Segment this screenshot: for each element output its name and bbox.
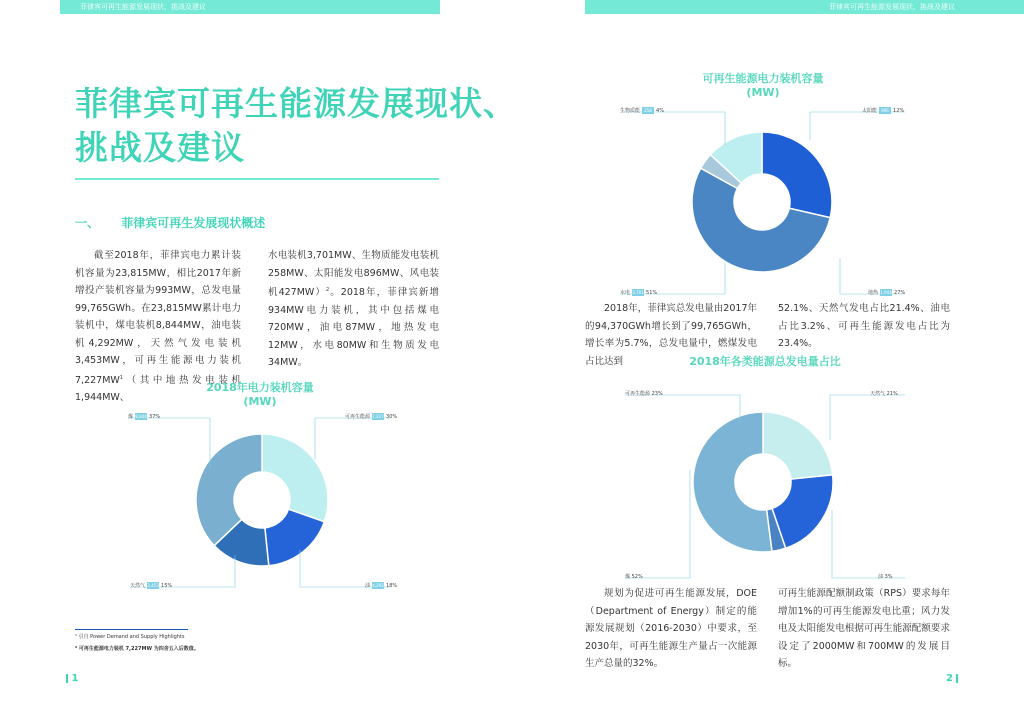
page-number-left — [66, 673, 78, 684]
label-pct: 12% — [893, 108, 905, 114]
label-value: 896 — [879, 107, 891, 114]
label-value: 4,292 — [372, 583, 384, 588]
page-number-bar — [956, 674, 958, 683]
label-value: 1,944 — [880, 290, 892, 295]
footnote-divider — [75, 629, 188, 630]
left-header-text: 菲律宾可再生能源发展现状、挑战及建议 — [80, 3, 206, 11]
chart2-label-hydro — [620, 289, 657, 298]
chart2-label-solar — [862, 107, 904, 116]
label-pct: 3% — [884, 574, 893, 580]
page-title-line2: 挑战及建议 — [75, 128, 245, 167]
page-number-text: 1 — [71, 673, 79, 684]
label-pct: 21% — [886, 391, 898, 397]
chart3-leader-line-1 — [830, 395, 905, 440]
label-name: 太阳能 — [862, 108, 878, 114]
section-title: 菲律宾可再生发展现状概述 — [121, 216, 266, 230]
footnote-ref: 1 — [119, 374, 123, 381]
label-name: 可再生能源 — [345, 414, 371, 420]
page-title-line1: 菲律宾可再生能源发展现状、 — [75, 84, 517, 123]
chart2-title-text: 可再生能源电力装机容量 — [702, 72, 824, 85]
label-name: 水电 — [620, 290, 631, 296]
label-pct: 18% — [386, 583, 398, 589]
chart3-label-coal — [625, 573, 643, 582]
paragraph-right-bottom-col1: 规划为促进可再生能源发展，DOE（Department of Energy）制定的能源发展规划（2016-2030）中要求，至2030年，可再生能源生产量占一次能源生产总量的32%。 — [585, 588, 757, 669]
chart3-slice-3 — [693, 412, 772, 552]
chart3-label-gas — [870, 390, 898, 399]
page-number-right — [946, 673, 958, 684]
paragraph-text: 截至2018年，菲律宾电力累计装机容量为23,815MW，相比2017年新增投产装机容量为993MW，总发电量99,765GWh。在23,815MW累计电力装机中，煤电装机8,844MW，油电装机4,292MW，天然气发电装机3,453MW，可再生能源电力装机7,227MW — [75, 250, 241, 386]
paragraph-right-top-col1: 2018年，菲律宾总发电量由2017年的94,370GWh增长到了99,765GWh，增长率为5.7%，总发电量中，燃煤发电占比达到 — [585, 303, 757, 367]
label-name: 生物质能 — [620, 108, 641, 114]
chart3-title-text: 2018年各类能源总发电量占比 — [689, 355, 841, 368]
paragraph-text: 水电装机3,701MW、生物质能发电装机258MW、太阳能发电896MW、风电装机427MW） — [268, 250, 439, 299]
label-value: 258 — [642, 107, 654, 114]
chart1-label-coal — [128, 413, 160, 422]
label-pct: 15% — [161, 583, 173, 589]
chart1-unit: (MW) — [243, 395, 277, 408]
chart1-label-renewable — [345, 413, 397, 422]
section-number: 一、 — [75, 216, 100, 230]
footnote-ref: 2 — [325, 287, 330, 293]
label-pct: 23% — [651, 391, 663, 397]
label-value: 8,844 — [135, 414, 147, 419]
chart2-label-geothermal — [868, 289, 905, 298]
label-name: 天然气 — [870, 391, 886, 397]
label-pct: 52% — [631, 574, 643, 580]
page-number-text: 2 — [946, 673, 953, 684]
paragraph-text: 。2018年，菲律宾新增934MW电力装机，其中包括煤电720MW，油电87MW，地热发电12MW，水电80MW和生物质发电34MW。 — [268, 287, 439, 369]
paragraph-right-top-col2: 52.1%、天然气发电占比21.4%、油电占比3.2%、可再生能源发电占比为23.4%。 — [778, 303, 950, 349]
label-name: 油 — [365, 583, 371, 589]
label-pct: 27% — [894, 290, 906, 296]
label-value: 7,227 — [372, 414, 384, 419]
label-value: 3,453 — [147, 583, 159, 588]
page-number-bar — [66, 674, 68, 683]
paragraph-right-bottom-col2: 可再生能源配额制政策（RPS）要求每年增加1%的可再生能源发电比重；风力发电及太阳能发电根据可再生能源配额要求设定了2000MW和700MW的发展目标。 — [778, 588, 950, 669]
chart3-leader-line-2 — [625, 470, 690, 578]
label-name: 煤 — [128, 414, 134, 420]
chart2-label-biomass — [620, 107, 664, 116]
label-pct: 4% — [656, 108, 664, 114]
label-name: 可再生能源 — [625, 391, 651, 397]
chart3-leader-line-3 — [832, 510, 905, 578]
footnote-1: ¹ 引自 Power Demand and Supply Highlights — [75, 634, 185, 640]
label-name: 煤 — [625, 574, 631, 580]
label-value: 3,701 — [632, 290, 644, 295]
label-pct: 37% — [149, 414, 161, 420]
chart3-label-oil — [878, 573, 893, 582]
label-pct: 51% — [646, 290, 658, 296]
footnote-2: ² 可再生能源电力装机 7,227MW 为四舍五入后数值。 — [75, 646, 199, 652]
chart1-label-oil — [365, 582, 397, 591]
label-pct: 30% — [386, 414, 398, 420]
label-name: 油 — [878, 574, 884, 580]
chart1-title-text: 2018年电力装机容量 — [206, 381, 314, 394]
paragraph-text: （其中地热发电装机1,944MW、 — [75, 374, 241, 404]
chart1-label-gas — [130, 582, 172, 591]
chart3-label-renewable — [625, 390, 663, 399]
label-name: 天然气 — [130, 583, 146, 589]
chart3-slice-0 — [763, 412, 833, 479]
chart2-unit: (MW) — [746, 86, 780, 99]
right-header-text: 菲律宾可再生能源发展现状、挑战及建议 — [829, 3, 955, 11]
label-name: 地热 — [868, 290, 879, 296]
